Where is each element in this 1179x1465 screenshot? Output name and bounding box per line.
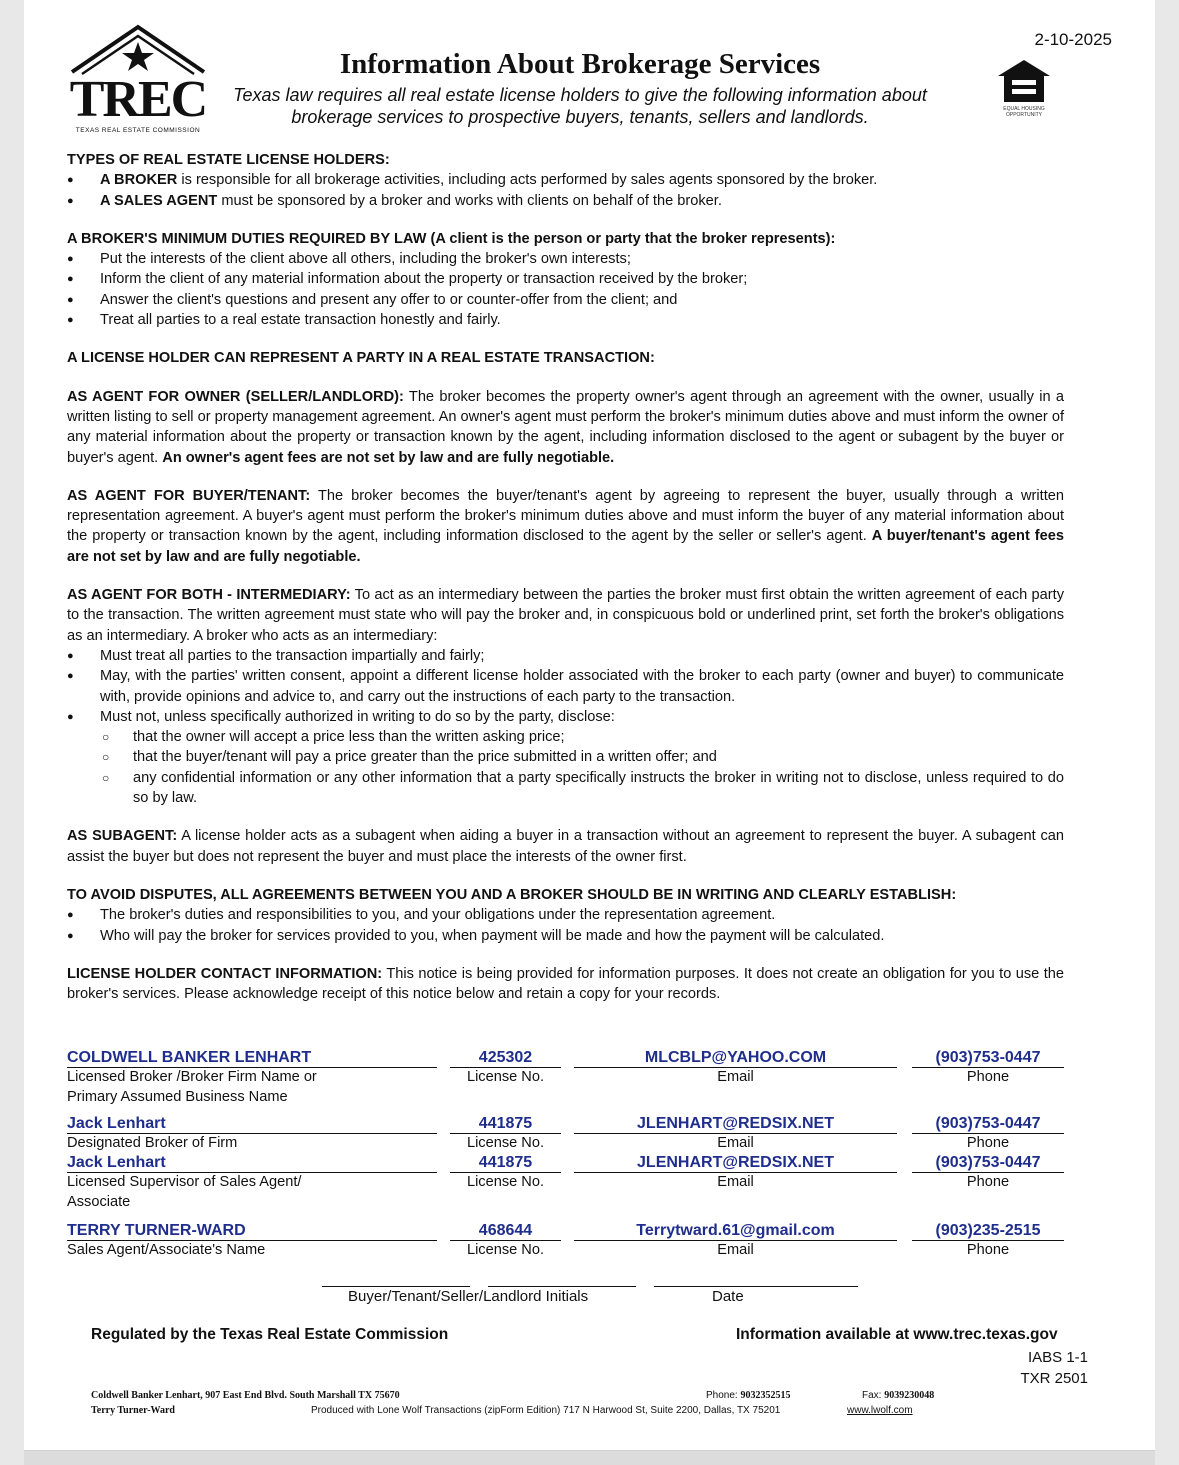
equal-housing-logo <box>994 58 1054 124</box>
list-item: ● The broker's duties and responsibilities to you, and your obligations under the representation agreement. <box>67 905 1064 925</box>
contact-name-field[interactable]: Jack Lenhart <box>67 1114 437 1134</box>
phone-label: Phone <box>966 1134 1010 1151</box>
date-label: Date <box>712 1288 744 1305</box>
list-item: ● A SALES AGENT must be sponsored by a broker and works with clients on behalf of the broker. <box>67 191 1064 211</box>
email-label: Email <box>717 1134 754 1151</box>
intermediary-paragraph: AS AGENT FOR BOTH - INTERMEDIARY: To act as an intermediary between the parties the broker must first obtain the written agreement of each party to the transaction. The written agreement must state who will pay the broker and, in conspicuous bold or underlined print, set forth the broker's obligations as an intermediary. A broker who acts as an intermediary: <box>67 587 1064 644</box>
list-item: ● A BROKER is responsible for all brokerage activities, including acts performed by sales agents sponsored by the broker. <box>67 170 1064 190</box>
footer-fax: Fax: 9039230048 <box>862 1390 935 1401</box>
contact-email-field[interactable]: Terrytward.61@gmail.com <box>574 1221 897 1241</box>
equal-housing-icon <box>994 58 1054 106</box>
list-item: ● Put the interests of the client above all others, including the broker's own interests; <box>67 249 1064 269</box>
role-label: Licensed Supervisor of Sales Agent/ <box>67 1174 302 1190</box>
star-icon <box>122 42 154 71</box>
sub-list-item: ○ any confidential information or any other information that a party specifically instructs the broker in writing not to disclose, unless required to do so by law. <box>67 768 1064 809</box>
form-date: 2-10-2025 <box>1034 30 1112 49</box>
contact-phone-field[interactable]: (903)753-0447 <box>912 1153 1064 1173</box>
contact-phone-field[interactable]: (903)235-2515 <box>912 1221 1064 1241</box>
viewer-bottom-bar <box>24 1450 1155 1465</box>
contact-phone-field[interactable]: (903)753-0447 <box>912 1114 1064 1134</box>
footer-phone: Phone: 9032352515 <box>706 1390 791 1401</box>
subagent-paragraph: AS SUBAGENT: A license holder acts as a subagent when aiding a buyer in a transaction without an agreement to represent the buyer. A subagent can assist the buyer but does not represent the buyer and must place the interests of the owner first. <box>67 828 1065 865</box>
contact-row <box>67 1153 1064 1173</box>
regulated-text: Regulated by the Texas Real Estate Commission <box>91 1326 449 1343</box>
logo-wordmark: TREC <box>69 71 207 128</box>
info-text: Information available at www.trec.texas.gov <box>736 1326 1058 1343</box>
contact-email-field[interactable]: JLENHART@REDSIX.NET <box>574 1153 897 1173</box>
trec-logo <box>68 24 208 138</box>
list-item: ● Must not, unless specifically authorized in writing to do so by the party, disclose: <box>67 707 1064 727</box>
contact-license-field[interactable]: 441875 <box>450 1153 561 1173</box>
phone-label: Phone <box>966 1174 1010 1190</box>
list-item: ● Who will pay the broker for services provided to you, when payment will be made and how the payment will be calculated. <box>67 926 1064 946</box>
initials-field[interactable] <box>322 1286 470 1287</box>
initials-field[interactable] <box>488 1286 636 1287</box>
list-item: ● Must treat all parties to the transaction impartially and fairly; <box>67 646 1064 666</box>
sub-list-item: ○ that the buyer/tenant will pay a price greater than the price submitted in a written offer; and <box>67 747 1064 767</box>
license-label: License No. <box>466 1241 545 1258</box>
footer-produced: Produced with Lone Wolf Transactions (zipForm Edition) 717 N Harwood St, Suite 2200, Dallas, TX 75201 <box>311 1405 781 1416</box>
owner-agent-paragraph: AS AGENT FOR OWNER (SELLER/LANDLORD): The broker becomes the property owner's agent through an agreement with the owner, usually in a written listing to sell or property management agreement. An owner's agent must perform the broker's minimum duties above and must inform the owner of any material information about the property or transaction known by the agent, including information disclosed to the agent or subagent by the buyer or buyer's agent. An owner's agent fees are not set by law and are fully negotiable. <box>67 388 1064 466</box>
contact-email-field[interactable]: JLENHART@REDSIX.NET <box>574 1114 897 1134</box>
role-label: Primary Assumed Business Name <box>67 1088 288 1105</box>
contact-phone-field[interactable]: (903)753-0447 <box>912 1048 1064 1068</box>
contact-license-field[interactable]: 425302 <box>450 1048 561 1068</box>
date-field[interactable] <box>654 1286 858 1287</box>
disputes-heading: TO AVOID DISPUTES, ALL AGREEMENTS BETWEEN YOU AND A BROKER SHOULD BE IN WRITING AND CLEARLY ESTABLISH: <box>67 886 957 903</box>
contact-name-field[interactable]: COLDWELL BANKER LENHART <box>67 1048 437 1068</box>
role-label: Licensed Broker /Broker Firm Name or <box>67 1069 317 1085</box>
buyer-agent-paragraph: AS AGENT FOR BUYER/TENANT: The broker becomes the buyer/tenant's agent by agreeing to represent the buyer, usually through a written representation agreement. A buyer's agent must perform the broker's minimum duties above and must inform the buyer of any material information about the property or transaction known by the agent, including information disclosed to the agent by the seller or seller's agent. A buyer/tenant's agent fees are not set by law and are fully negotiable. <box>67 487 1065 565</box>
initials-label: Buyer/Tenant/Seller/Landlord Initials <box>348 1288 589 1305</box>
logo-subtitle: TEXAS REAL ESTATE COMMISSION <box>75 127 201 134</box>
list-item: ● Treat all parties to a real estate transaction honestly and fairly. <box>67 310 1064 330</box>
contact-row <box>67 1221 1064 1241</box>
initials-section <box>298 1268 858 1308</box>
contact-row <box>67 1048 1064 1068</box>
role-label: Associate <box>67 1193 131 1210</box>
contact-name-field[interactable]: Jack Lenhart <box>67 1153 437 1173</box>
license-label: License No. <box>466 1069 545 1085</box>
footer-site-link[interactable]: www.lwolf.com <box>847 1405 913 1416</box>
represent-heading: A LICENSE HOLDER CAN REPRESENT A PARTY IN A REAL ESTATE TRANSACTION: <box>67 350 655 367</box>
license-label: License No. <box>466 1134 545 1151</box>
phone-label: Phone <box>966 1069 1010 1085</box>
list-item: ● May, with the parties' written consent, appoint a different license holder associated with the broker to each party (owner and buyer) to communicate with, provide opinions and advice to, and carry out the instructions of each party to the transaction. <box>67 666 1064 707</box>
form-id: IABS 1-1 TXR 2501 <box>1020 1349 1088 1387</box>
email-label: Email <box>717 1241 754 1258</box>
contact-info-paragraph: LICENSE HOLDER CONTACT INFORMATION: This notice is being provided for information purposes. It does not create an obligation for you to use the broker's services. Please acknowledge receipt of this notice below and retain a copy for your records. <box>67 965 1064 1003</box>
document-body <box>67 150 1064 1004</box>
role-label: Sales Agent/Associate's Name <box>67 1241 266 1258</box>
role-label: Designated Broker of Firm <box>67 1134 238 1151</box>
email-label: Email <box>717 1069 754 1085</box>
equal-housing-label: EQUAL HOUSING OPPORTUNITY <box>1003 106 1045 118</box>
contact-row <box>67 1114 1064 1134</box>
contact-license-field[interactable]: 468644 <box>450 1221 561 1241</box>
license-label: License No. <box>466 1174 545 1190</box>
document-subtitle: Texas law requires all real estate license holders to give the following information about brokerage services to prospective buyers, tenants, sellers and landlords. <box>233 85 927 127</box>
list-item: ● Inform the client of any material information about the property or transaction received by the broker; <box>67 269 1064 289</box>
document-title: Information About Brokerage Services <box>339 48 821 80</box>
email-label: Email <box>717 1174 754 1190</box>
contact-license-field[interactable]: 441875 <box>450 1114 561 1134</box>
phone-label: Phone <box>966 1241 1010 1258</box>
sub-list-item: ○ that the owner will accept a price less than the written asking price; <box>67 727 1064 747</box>
list-item: ● Answer the client's questions and present any offer to or counter-offer from the client; and <box>67 290 1064 310</box>
duties-heading: A BROKER'S MINIMUM DUTIES REQUIRED BY LAW (A client is the person or party that the broker represents): <box>67 230 836 247</box>
footer-brokerage: Coldwell Banker Lenhart, 907 East End Blvd. South Marshall TX 75670 <box>91 1390 400 1401</box>
footer-agent: Terry Turner-Ward <box>91 1405 175 1416</box>
contacts-table <box>67 1048 1064 1260</box>
contact-name-field[interactable]: TERRY TURNER-WARD <box>67 1221 437 1241</box>
types-heading: TYPES OF REAL ESTATE LICENSE HOLDERS: <box>67 152 390 168</box>
contact-email-field[interactable]: MLCBLP@YAHOO.COM <box>574 1048 897 1068</box>
